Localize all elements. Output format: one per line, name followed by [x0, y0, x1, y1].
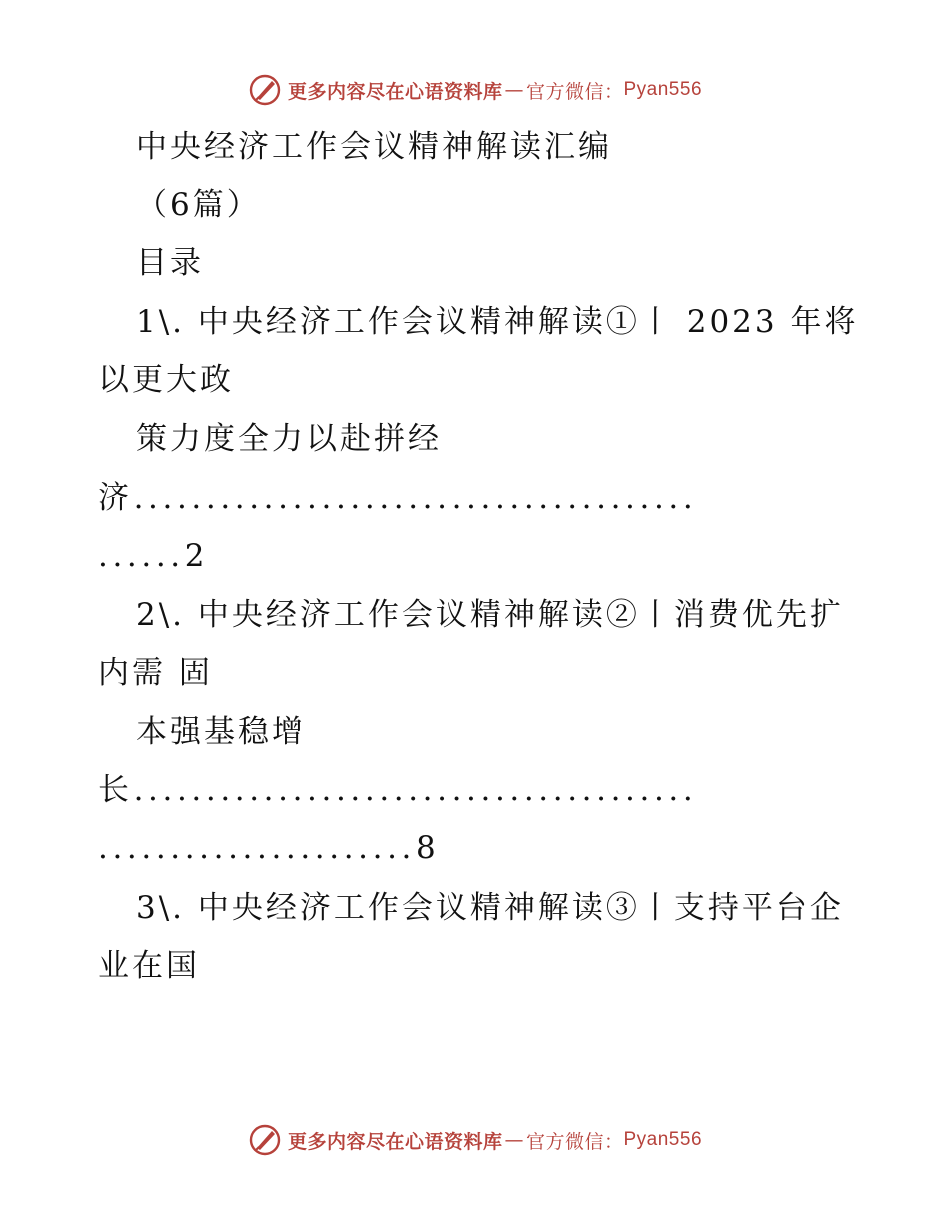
toc-entry-1-line-1[interactable]: 1\. 中央经济工作会议精神解读①丨 2023 年将 — [136, 304, 859, 340]
toc-entry-2-line-3[interactable]: 本强基稳增 — [136, 714, 306, 750]
banner-wechat-label: 官方微信： — [525, 1130, 624, 1153]
banner-separator: — — [504, 79, 524, 101]
toc-entry-2-page[interactable]: ......................8 — [98, 830, 441, 866]
toc-entry-2-line-2[interactable]: 内需 固 — [98, 655, 213, 691]
banner-text: 更多内容尽在心语资料库 — [287, 80, 503, 103]
toc-entry-2-line-1[interactable]: 2\. 中央经济工作会议精神解读②丨消费优先扩 — [136, 597, 844, 633]
document-subtitle: （6篇） — [136, 187, 261, 223]
footer-watermark-banner — [0, 1118, 950, 1162]
banner-wechat-label: 官方微信： — [525, 80, 624, 103]
banner-separator: — — [504, 1129, 524, 1151]
toc-entry-3-line-2[interactable]: 业在国 — [98, 948, 200, 984]
toc-entry-1-page[interactable]: ......2 — [98, 538, 210, 574]
banner-wechat-id: Pyan556 — [623, 79, 703, 100]
toc-heading: 目录 — [136, 245, 204, 281]
document-title: 中央经济工作会议精神解读汇编 — [136, 129, 612, 165]
banner-text: 更多内容尽在心语资料库 — [287, 1130, 503, 1153]
toc-entry-1-line-3[interactable]: 策力度全力以赴拼经 — [136, 421, 442, 457]
quill-pen-icon — [248, 73, 282, 107]
toc-entry-3-line-1[interactable]: 3\. 中央经济工作会议精神解读③丨支持平台企 — [136, 890, 844, 926]
toc-entry-1-leader[interactable]: 济....................................... — [98, 480, 698, 516]
banner-wechat-id: Pyan556 — [623, 1129, 703, 1150]
header-watermark-banner — [0, 68, 950, 112]
quill-pen-icon — [248, 1123, 282, 1157]
toc-entry-2-leader[interactable]: 长....................................... — [98, 772, 698, 808]
toc-entry-1-line-2[interactable]: 以更大政 — [98, 362, 234, 398]
